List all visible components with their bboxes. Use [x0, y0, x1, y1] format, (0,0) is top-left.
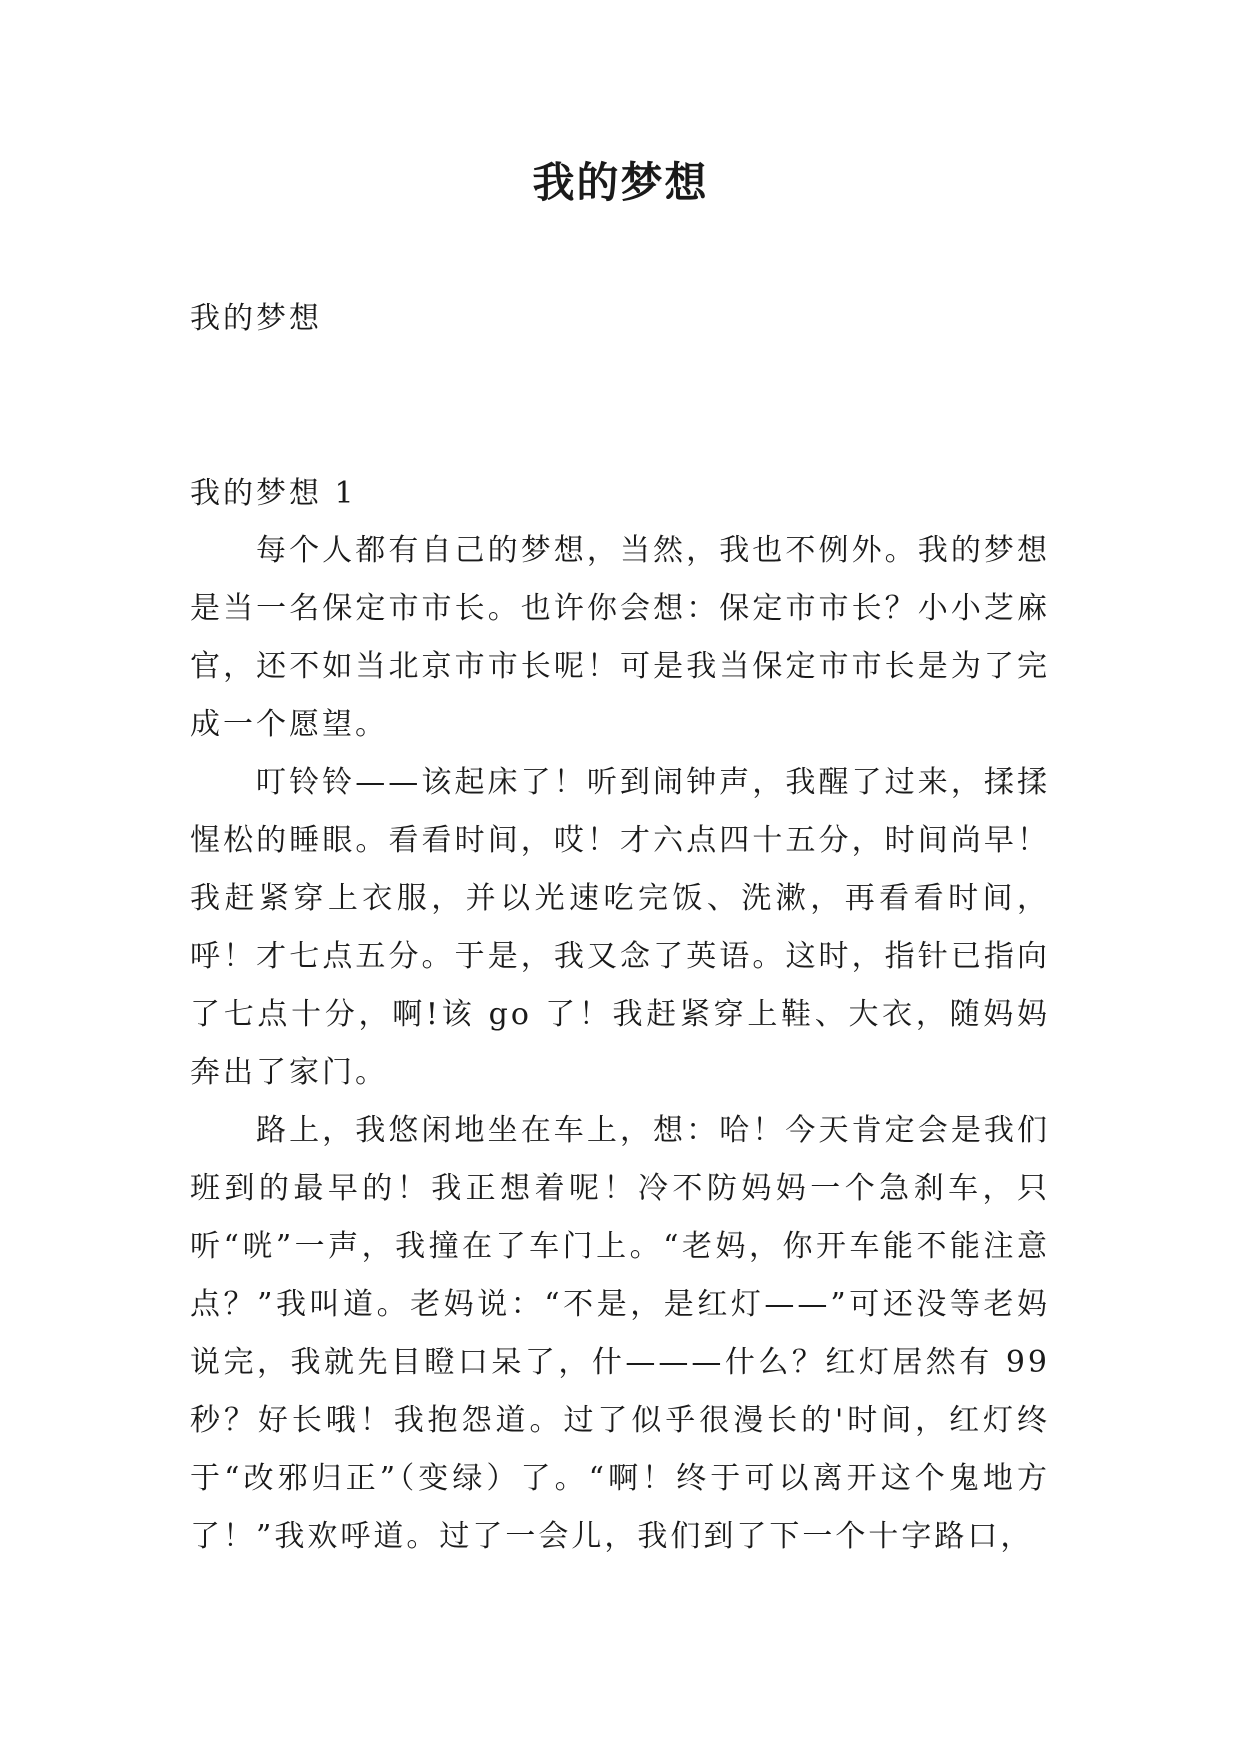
- document-title: 我的梦想: [532, 158, 709, 207]
- paragraph: 每个人都有自己的梦想，当然，我也不例外。我的梦想是当一名保定市市长。也许你会想：保定市市长？小小芝麻官，还不如当北京市市长呢！可是我当保定市市长是为了完成一个愿望。: [190, 533, 1050, 742]
- paragraph: 叮铃铃——该起床了！听到闹钟声，我醒了过来，揉揉惺松的睡眼。看看时间，哎！才六点四十五分，时间尚早！我赶紧穿上衣服，并以光速吃完饭、洗漱，再看看时间，呼！才七点五分。于是，我又念了英语。这时，指针已指向了七点十分，啊!该 go 了！我赶紧穿上鞋、大衣，随妈妈奔出了家门。: [190, 765, 1050, 1090]
- essay-body: [190, 522, 1050, 1566]
- section-heading: 我的梦想 1: [190, 476, 357, 511]
- paragraph: 路上，我悠闲地坐在车上，想：哈！今天肯定会是我们班到的最早的！我正想着呢！冷不防妈妈一个急刹车，只听“咣”一声，我撞在了车门上。“老妈，你开车能不能注意点？”我叫道。老妈说：“不是，是红灯——”可还没等老妈说完，我就先目瞪口呆了，什———什么？红灯居然有 99 秒？好长哦！我抱怨道。过了似乎很漫长的'时间，红灯终于“改邪归正”（变绿）了。“啊！终于可以离开这个鬼地方了！”我欢呼道。过了一会儿，我们到了下一个十字路口，: [190, 1113, 1050, 1554]
- document-subtitle: 我的梦想: [190, 301, 322, 336]
